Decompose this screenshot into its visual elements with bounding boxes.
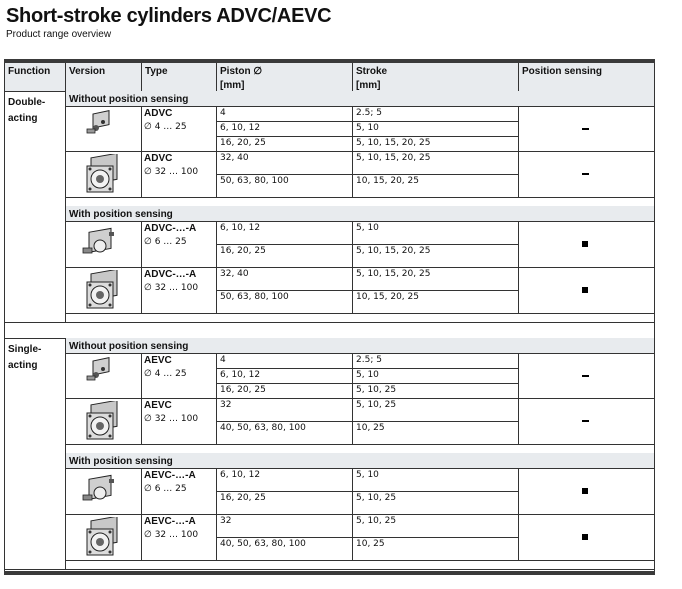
- available-marker: [582, 241, 588, 247]
- piston-diameter: 16, 20, 25: [220, 385, 266, 395]
- header-column-line: [65, 63, 66, 91]
- header-column-line: [216, 63, 217, 91]
- value-row-divider: [216, 244, 518, 245]
- piston-diameter: 6, 10, 12: [220, 470, 261, 480]
- available-marker: [582, 287, 588, 293]
- not-available-marker: [582, 173, 589, 175]
- stroke-values: 5, 10, 15, 20, 25: [356, 153, 431, 163]
- piston-diameter: 16, 20, 25: [220, 246, 266, 256]
- type-range: ∅ 6 … 25: [144, 237, 187, 247]
- stroke-values: 5, 10, 15, 20, 25: [356, 246, 431, 256]
- item-divider: [65, 197, 655, 198]
- header-piston: Piston ∅: [220, 66, 263, 77]
- header-stroke-unit: [mm]: [356, 80, 381, 91]
- piston-diameter: 6, 10, 12: [220, 223, 261, 233]
- column-divider: [518, 353, 519, 398]
- stroke-values: 5, 10, 25: [356, 493, 397, 503]
- header-position-sensing: Position sensing: [522, 66, 603, 77]
- not-available-marker: [582, 420, 589, 422]
- column-divider: [216, 514, 217, 560]
- type-range: ∅ 32 … 100: [144, 414, 199, 424]
- column-divider: [518, 468, 519, 514]
- type-name: AEVC: [144, 355, 172, 366]
- type-name: AEVC-…-A: [144, 470, 196, 481]
- piston-diameter: 6, 10, 12: [220, 370, 261, 380]
- stroke-values: 5, 10, 25: [356, 400, 397, 410]
- column-divider: [352, 106, 353, 151]
- type-range: ∅ 32 … 100: [144, 283, 199, 293]
- compact-cylinder-icon: [79, 154, 123, 199]
- type-name: AEVC: [144, 400, 172, 411]
- function-label: Double- acting: [8, 97, 46, 124]
- stroke-values: 5, 10, 25: [356, 385, 397, 395]
- piston-diameter: 50, 63, 80, 100: [220, 292, 289, 302]
- available-marker: [582, 534, 588, 540]
- table-left-edge: [4, 63, 5, 571]
- column-divider: [518, 151, 519, 197]
- column-divider: [141, 514, 142, 560]
- type-name: ADVC-…-A: [144, 269, 197, 280]
- column-divider: [352, 267, 353, 313]
- type-name: ADVC: [144, 153, 173, 164]
- compact-cylinder-icon: [79, 401, 123, 446]
- stroke-values: 5, 10: [356, 223, 379, 233]
- type-range: ∅ 32 … 100: [144, 530, 199, 540]
- section-divider: [65, 468, 655, 469]
- table-bottom-bar: [4, 571, 655, 575]
- section-label: Without position sensing: [69, 341, 189, 352]
- value-row-divider: [216, 136, 518, 137]
- column-divider: [352, 514, 353, 560]
- header-column-line: [141, 63, 142, 91]
- item-divider: [65, 560, 655, 561]
- section-divider: [65, 106, 655, 107]
- type-range: ∅ 4 … 25: [144, 122, 187, 132]
- column-divider: [518, 398, 519, 444]
- piston-diameter: 32: [220, 400, 232, 410]
- value-row-divider: [216, 491, 518, 492]
- stroke-values: 10, 15, 20, 25: [356, 292, 419, 302]
- piston-diameter: 4: [220, 355, 226, 365]
- column-divider: [141, 106, 142, 151]
- piston-diameter: 32, 40: [220, 153, 249, 163]
- piston-diameter: 6, 10, 12: [220, 123, 261, 133]
- stroke-values: 5, 10: [356, 470, 379, 480]
- header-function: Function: [8, 66, 51, 77]
- small-cylinder-icon: [79, 356, 123, 401]
- stroke-values: 2.5; 5: [356, 355, 382, 365]
- type-name: ADVC: [144, 108, 173, 119]
- column-divider: [216, 267, 217, 313]
- column-divider: [216, 151, 217, 197]
- item-divider: [65, 398, 655, 399]
- column-divider: [141, 267, 142, 313]
- value-row-divider: [216, 121, 518, 122]
- version-column-line: [65, 338, 66, 569]
- section-label: With position sensing: [69, 209, 173, 220]
- type-name: AEVC-…-A: [144, 516, 196, 527]
- stroke-values: 5, 10, 15, 20, 25: [356, 269, 431, 279]
- stroke-values: 5, 10, 25: [356, 516, 397, 526]
- section-label: With position sensing: [69, 456, 173, 467]
- column-divider: [518, 514, 519, 560]
- column-divider: [216, 106, 217, 151]
- column-divider: [352, 398, 353, 444]
- header-type: Type: [145, 66, 168, 77]
- stroke-values: 5, 10: [356, 370, 379, 380]
- piston-diameter: 40, 50, 63, 80, 100: [220, 423, 306, 433]
- column-divider: [518, 267, 519, 313]
- piston-diameter: 40, 50, 63, 80, 100: [220, 539, 306, 549]
- compact-cylinder-icon: [79, 224, 123, 269]
- piston-diameter: 32: [220, 516, 232, 526]
- item-divider: [65, 151, 655, 152]
- type-name: ADVC-…-A: [144, 223, 197, 234]
- piston-diameter: 4: [220, 108, 226, 118]
- page-subtitle: Product range overview: [6, 29, 112, 40]
- stroke-values: 2.5; 5: [356, 108, 382, 118]
- value-row-divider: [216, 537, 518, 538]
- piston-diameter: 16, 20, 25: [220, 493, 266, 503]
- item-divider: [65, 514, 655, 515]
- column-divider: [518, 221, 519, 267]
- column-divider: [216, 221, 217, 267]
- item-divider: [65, 444, 655, 445]
- column-divider: [141, 221, 142, 267]
- section-label: Without position sensing: [69, 94, 189, 105]
- page-title: Short-stroke cylinders ADVC/AEVC: [6, 5, 332, 27]
- stroke-values: 5, 10: [356, 123, 379, 133]
- stroke-values: 5, 10, 15, 20, 25: [356, 138, 431, 148]
- value-row-divider: [216, 383, 518, 384]
- column-divider: [141, 398, 142, 444]
- stroke-values: 10, 25: [356, 539, 385, 549]
- section-divider: [65, 221, 655, 222]
- column-divider: [518, 106, 519, 151]
- column-divider: [352, 151, 353, 197]
- compact-cylinder-icon: [79, 471, 123, 516]
- column-divider: [352, 353, 353, 398]
- column-divider: [141, 353, 142, 398]
- piston-diameter: 16, 20, 25: [220, 138, 266, 148]
- section-divider: [65, 353, 655, 354]
- value-row-divider: [216, 421, 518, 422]
- column-divider: [216, 353, 217, 398]
- value-row-divider: [216, 290, 518, 291]
- compact-cylinder-icon: [79, 270, 123, 315]
- item-divider: [65, 267, 655, 268]
- table-right-edge: [654, 63, 655, 571]
- group-divider: [4, 322, 655, 323]
- column-divider: [141, 151, 142, 197]
- type-range: ∅ 4 … 25: [144, 369, 187, 379]
- column-divider: [352, 468, 353, 514]
- stroke-values: 10, 25: [356, 423, 385, 433]
- value-row-divider: [216, 368, 518, 369]
- header-stroke: Stroke: [356, 66, 388, 77]
- value-row-divider: [216, 174, 518, 175]
- header-piston-unit: [mm]: [220, 80, 245, 91]
- column-divider: [352, 221, 353, 267]
- small-cylinder-icon: [79, 109, 123, 154]
- header-column-line: [518, 63, 519, 91]
- header-column-line: [352, 63, 353, 91]
- version-column-line: [65, 91, 66, 322]
- column-divider: [216, 468, 217, 514]
- compact-cylinder-icon: [79, 517, 123, 562]
- piston-diameter: 32, 40: [220, 269, 249, 279]
- column-divider: [216, 398, 217, 444]
- stroke-values: 10, 15, 20, 25: [356, 176, 419, 186]
- function-label: Single- acting: [8, 344, 42, 371]
- item-divider: [65, 313, 655, 314]
- header-version: Version: [69, 66, 106, 77]
- not-available-marker: [582, 128, 589, 130]
- group-divider: [4, 569, 655, 570]
- type-range: ∅ 6 … 25: [144, 484, 187, 494]
- type-range: ∅ 32 … 100: [144, 167, 199, 177]
- not-available-marker: [582, 375, 589, 377]
- piston-diameter: 50, 63, 80, 100: [220, 176, 289, 186]
- column-divider: [141, 468, 142, 514]
- available-marker: [582, 488, 588, 494]
